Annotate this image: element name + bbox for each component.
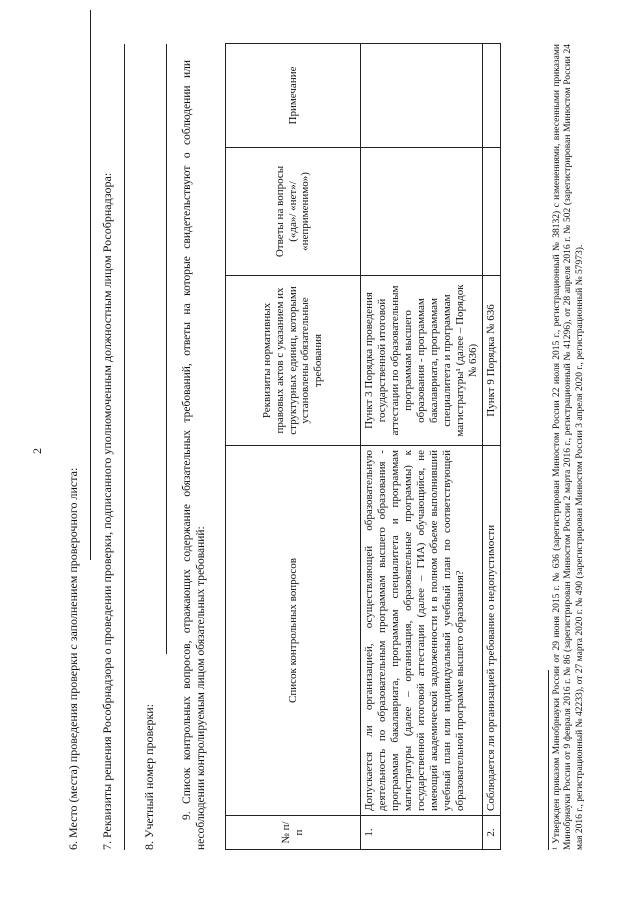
table-row [482,44,500,850]
row-answer-cell[interactable] [361,148,483,276]
page-number: 2 [30,448,44,454]
header-requisites: Реквизиты нормативных правовых актов с указанием их структурных единиц, которыми установлены обязательные требования [226,276,361,446]
header-question: Список контрольных вопросов [226,446,361,816]
row-question: Допускается ли организацией, осуществляющей образовательную деятельность по образовательным программам высшего образования - программам бакалавриата, программам специалитета и программам магистратуры (далее – организация, образовательные программы) к государственной итоговой аттестации (далее – ГИА) обучающийся, не имеющий академической задолженности и в полном объеме выполнивший учебный план или индивидуальный учебный план по соответствующей образовательной программе высшего образования? [361,446,483,816]
row-note-cell[interactable] [361,44,483,148]
header-answers: Ответы на вопросы («да»/ «нет»/ «неприменимо») [226,148,361,276]
field-decision-label: 7. Реквизиты решения Рособрнадзора о проведении проверки, подписанного уполномоченным должностным лицом Рособрнадзора: [100,172,114,850]
field-decision-underline [124,44,125,850]
field-number-underline [166,44,167,654]
footnote: ¹ Утвержден приказом Минобрнауки России от 29 июня 2015 г. № 636 (зарегистрирован Минюстом России 22 июля 2015 г., регистрационный № 38132) с изменениями, внесенными приказами Минобрнауки России от 9 февраля 2016 г. № 86 (зарегистрирован Минюстом России 2 марта 2016 г., регистрационный № 41296), от 28 апреля 2016 г. № 502 (зарегистрирован Минюстом России 24 мая 2016 г., регистрационный № 42233), от 27 марта 2020 г. № 490 (зарегистрирован Минюстом России 3 апреля 2020 г., регистрационный № 57973). [552,44,585,850]
row-num: 1. [361,816,483,850]
checklist-table [225,43,501,850]
row-requisites: Пункт 3 Порядка проведения государственной итоговой аттестации по образовательным программам высшего образования - программам бакалавриата, программам специалитета и программам магистратуры¹ (далее – Порядок № 636) [361,276,483,446]
table-header-row [226,44,361,850]
table-row [361,44,483,850]
row-answer-cell[interactable] [482,148,500,276]
row-num: 2. [482,816,500,850]
item9-intro: 9. Список контрольных вопросов, отражающих содержание обязательных требований, ответы на которые свидетельствуют о соблюдении или несоблюдении контролируемым лицом обязательных требований: [181,60,208,850]
row-requisites: Пункт 9 Порядка № 636 [482,276,500,446]
footnote-separator [548,670,549,850]
field-place-label: 6. Место (места) проведения проверки с заполнением проверочного листа: [66,467,80,850]
field-place-underline [90,10,91,560]
row-note-cell[interactable] [482,44,500,148]
rotated-document-page [20,10,620,890]
field-number-label: 8. Учетный номер проверки: [142,703,156,850]
header-note: Примечание [226,44,361,148]
header-num: № п/п [226,816,361,850]
row-question: Соблюдается ли организацией требование о недопустимости [482,446,500,816]
